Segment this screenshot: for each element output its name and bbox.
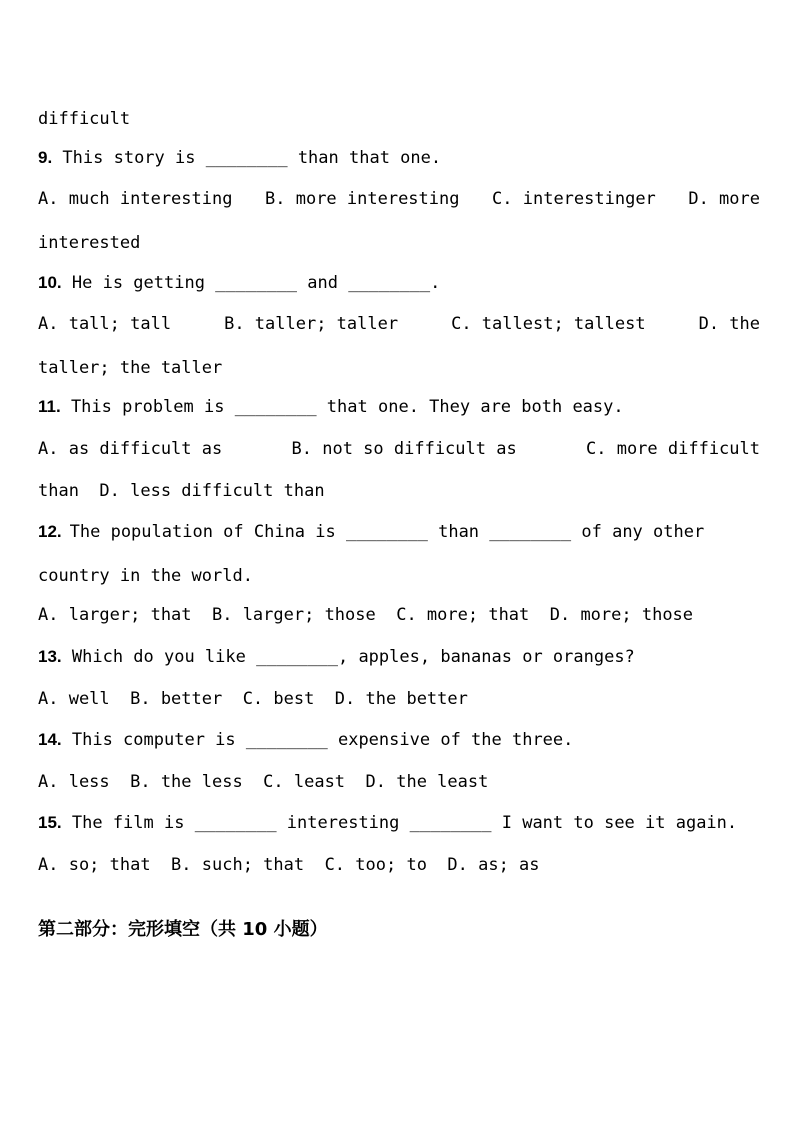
question-text: This computer is ________ expensive of the three. <box>61 730 574 750</box>
question-15-options: A. so; that B. such; that C. too; to D. as; as <box>38 855 540 875</box>
question-13-options: A. well B. better C. best D. the better <box>38 689 468 709</box>
option-a: A. as difficult as <box>38 439 223 459</box>
question-number: 9. <box>38 148 53 167</box>
option-c: C. tallest; tallest <box>451 314 646 334</box>
option-b: B. more interesting <box>265 189 460 209</box>
text-line: difficult <box>38 109 131 129</box>
option-d: D. the <box>698 314 760 334</box>
question-number: 15. <box>38 813 62 832</box>
option-continuation: taller; the taller <box>38 358 223 378</box>
question-10 <box>38 272 440 294</box>
question-number: 14. <box>38 730 62 749</box>
question-15 <box>38 812 737 834</box>
option-b: B. not so difficult as <box>291 439 517 459</box>
question-11 <box>38 396 624 418</box>
option-a: A. tall; tall <box>38 314 172 334</box>
question-text: This problem is ________ that one. They are both easy. <box>60 397 624 417</box>
question-12-options: A. larger; that B. larger; those C. more; that D. more; those <box>38 605 694 625</box>
question-13 <box>38 646 635 668</box>
question-number: 13. <box>38 647 62 666</box>
question-14 <box>38 729 573 751</box>
option-b: B. taller; taller <box>224 314 399 334</box>
section-heading: 第二部分：完形填空（共 10 小题） <box>38 919 328 940</box>
question-9-options <box>38 188 760 210</box>
question-text: The population of China is ________ than ________ of any other <box>69 522 705 542</box>
option-c: C. more difficult <box>586 439 760 459</box>
question-text: He is getting ________ and ________. <box>61 273 441 293</box>
option-continuation: interested <box>38 233 141 253</box>
option-c: C. interestinger <box>492 189 656 209</box>
question-text: The film is ________ interesting ________ I want to see it again. <box>61 813 738 833</box>
question-12 <box>38 521 760 543</box>
question-10-options <box>38 313 760 335</box>
question-text: This story is ________ than that one. <box>52 148 442 168</box>
question-number: 11. <box>38 397 61 416</box>
question-continuation: country in the world. <box>38 566 253 586</box>
option-continuation: than D. less difficult than <box>38 481 325 501</box>
question-number: 12. <box>38 522 62 541</box>
question-text-wrap <box>70 521 760 543</box>
question-9 <box>38 147 441 169</box>
question-11-options <box>38 438 760 460</box>
question-number: 10. <box>38 273 62 292</box>
question-14-options: A. less B. the less C. least D. the least <box>38 772 489 792</box>
option-d: D. more <box>688 189 760 209</box>
option-a: A. much interesting <box>38 189 233 209</box>
question-text: Which do you like ________, apples, bananas or oranges? <box>61 647 635 667</box>
